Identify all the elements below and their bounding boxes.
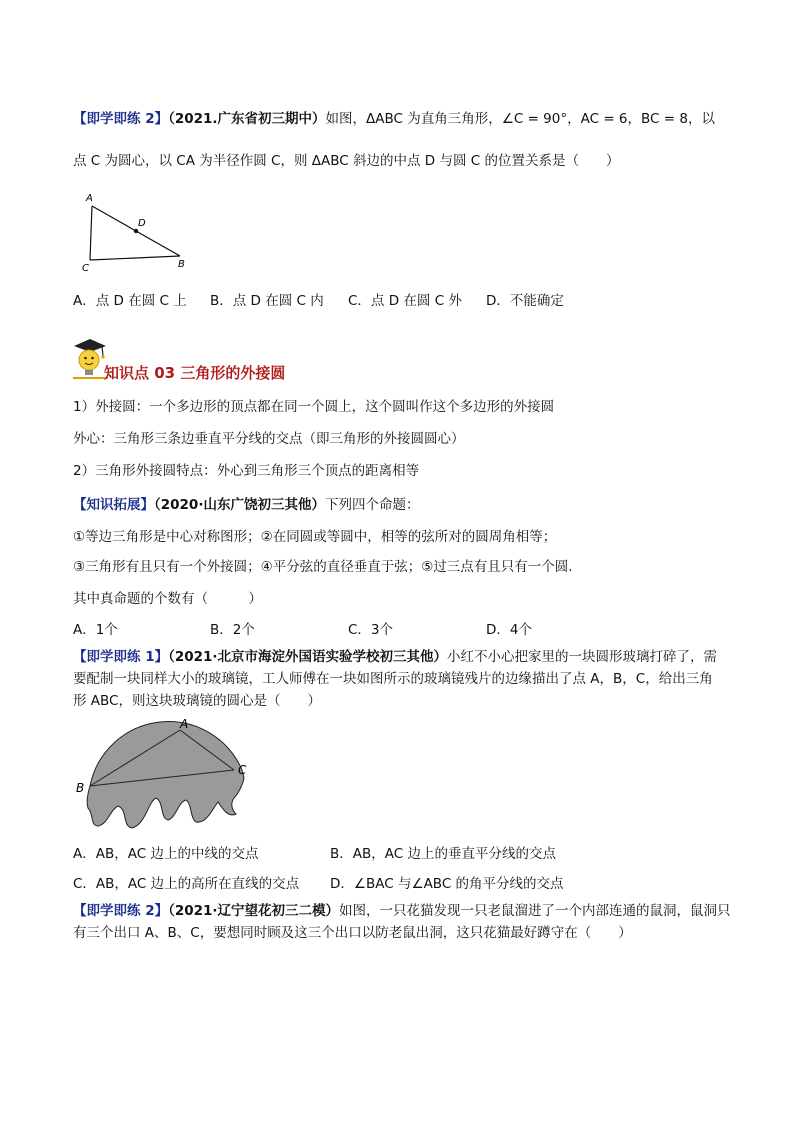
q4-line1: [73, 902, 733, 920]
q1-text-line1: 如图，ΔABC 为直角三角形，∠C = 90°，AC = 6，BC = 8，以: [325, 111, 715, 127]
q3-glass-fragment-figure: [72, 718, 262, 836]
q3-option-c[interactable]: C．AB，AC 边上的高所在直线的交点: [73, 876, 300, 892]
knowledge-point-title: [104, 362, 285, 383]
q3-line3: 形 ABC，则这块玻璃镜的圆心是（ ）: [73, 693, 321, 709]
knowledge-p2: 外心：三角形三条边垂直平分线的交点（即三角形的外接圆圆心）: [73, 431, 465, 447]
q3-text-line1: 小红不小心把家里的一块圆形玻璃打碎了，需: [447, 649, 718, 665]
q2-intro: 下列四个命题：: [324, 497, 420, 513]
q1-option-c[interactable]: C．点 D 在圆 C 外: [348, 293, 462, 309]
q3-option-b[interactable]: B．AB，AC 边上的垂直平分线的交点: [330, 846, 556, 862]
q2-option-b[interactable]: B．2个: [210, 622, 255, 638]
q1-source: （2021.广东省初三期中）: [168, 111, 326, 127]
q1-point-d: [134, 229, 138, 233]
q3-label-c: C: [238, 763, 247, 777]
q4-line2: 有三个出口 A、B、C，要想同时顾及这三个出口以防老鼠出洞，这只花猫最好蹲守在（ ）: [73, 925, 632, 941]
knowledge-p1: 1）外接圆：一个多边形的顶点都在同一个圆上，这个圆叫作这个多边形的外接圆: [73, 399, 555, 415]
knowledge-p3: 2）三角形外接圆特点：外心到三角形三个顶点的距离相等: [73, 463, 420, 479]
knowledge-point-label: 知识点: [104, 364, 150, 382]
q2-source: （2020·山东广饶初三其他）: [154, 497, 325, 513]
q2-option-a[interactable]: A．1个: [73, 622, 118, 638]
q1-triangle-figure: [78, 190, 198, 280]
q3-label-a: A: [180, 718, 189, 731]
q1-label-d: D: [138, 218, 146, 229]
knowledge-point-number: 03: [154, 364, 176, 382]
q1-side-ac: [90, 206, 92, 260]
q2-question: 其中真命题的个数有（ ）: [73, 591, 262, 607]
q2-header: [73, 496, 733, 514]
q3-source: （2021·北京市海淀外国语实验学校初三其他）: [168, 649, 448, 665]
q1-tag: 【即学即练 2】: [73, 111, 169, 127]
q1-label-a: A: [86, 193, 93, 204]
q3-label-b: B: [76, 781, 85, 795]
knowledge-point-heading: [70, 336, 370, 386]
q2-option-d[interactable]: D．4个: [486, 622, 532, 638]
q2-option-c[interactable]: C．3个: [348, 622, 394, 638]
q3-line1: [73, 648, 733, 666]
q4-text-line1: 如图，一只花猫发现一只老鼠溜进了一个内部连通的鼠洞，鼠洞只: [339, 903, 731, 919]
q1-label-c: C: [82, 263, 89, 274]
q1-label-b: B: [178, 259, 185, 270]
q1-line1: [73, 110, 733, 128]
q3-glass-shape: [87, 722, 244, 828]
q3-option-d[interactable]: D．∠BAC 与∠ABC 的角平分线的交点: [330, 876, 564, 892]
q4-tag: 【即学即练 2】: [73, 903, 169, 919]
q1-option-a[interactable]: A．点 D 在圆 C 上: [73, 293, 187, 309]
q3-line2: 要配制一块同样大小的玻璃镜，工人师傅在一块如图所示的玻璃镜残片的边缘描出了点 A，B，C，给出三角: [73, 671, 713, 687]
q1-option-d[interactable]: D．不能确定: [486, 293, 564, 309]
q2-line1: ①等边三角形是中心对称图形；②在同圆或等圆中，相等的弦所对的圆周角相等；: [73, 529, 557, 545]
q3-option-a[interactable]: A．AB，AC 边上的中线的交点: [73, 846, 259, 862]
q1-side-cb: [90, 256, 180, 260]
q2-tag: 【知识拓展】: [73, 497, 154, 513]
q1-line2: 点 C 为圆心，以 CA 为半径作圆 C，则 ΔABC 斜边的中点 D 与圆 C 的位置关系是（ ）: [73, 153, 620, 169]
q1-option-b[interactable]: B．点 D 在圆 C 内: [210, 293, 324, 309]
q2-line2: ③三角形有且只有一个外接圆；④平分弦的直径垂直于弦；⑤过三点有且只有一个圆.: [73, 559, 573, 575]
q3-tag: 【即学即练 1】: [73, 649, 169, 665]
knowledge-point-name: 三角形的外接圆: [180, 364, 286, 382]
q4-source: （2021·辽宁望花初三二模）: [168, 903, 340, 919]
